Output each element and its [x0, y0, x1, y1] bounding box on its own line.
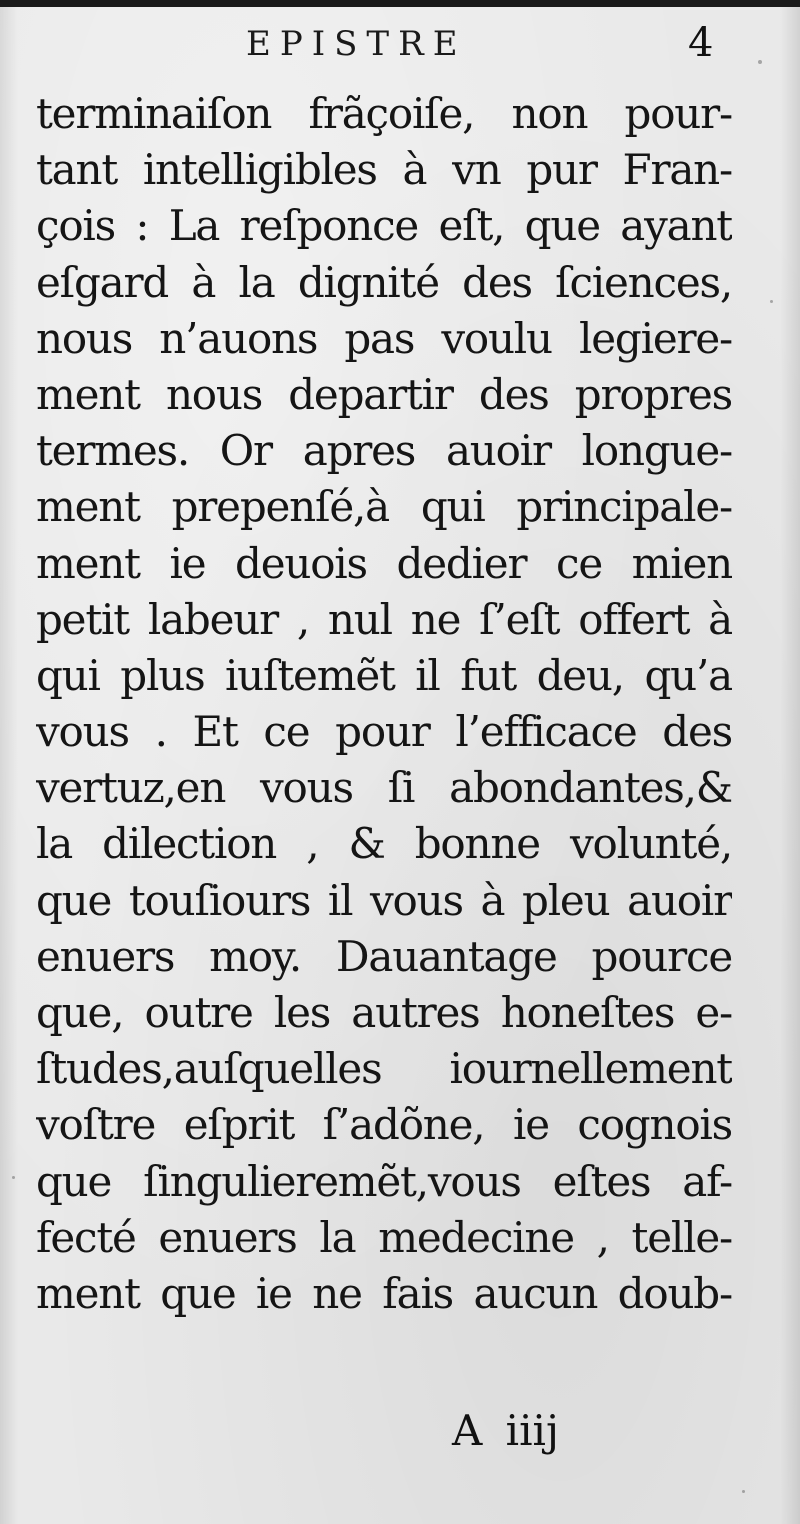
text-line: ment prepenſé,à qui principale-: [36, 482, 732, 532]
paper-speck: [758, 60, 762, 64]
text-line: vertuz,en vous ſi abondantes,&: [36, 763, 732, 813]
text-line: enuers moy. Dauantage pource: [36, 931, 732, 981]
text-line: que ſingulieremẽt,vous eſtes af-: [36, 1156, 732, 1206]
text-line: tant intelligibles à vn pur Fran-: [36, 145, 732, 195]
text-line: ment ie deuois dedier ce mien: [36, 538, 732, 588]
text-line: voſtre eſprit ſ’adõne, ie cognois: [36, 1100, 732, 1150]
text-line: que, outre les autres honeſtes e-: [36, 988, 732, 1037]
text-line: terminaiſon frãçoiſe, non pour-: [36, 89, 732, 138]
text-line: vous . Et ce pour l’efficace des: [36, 707, 732, 757]
text-line: ment que ie ne fais aucun doub-: [36, 1268, 732, 1318]
text-line: fecté enuers la medecine , telle-: [36, 1212, 732, 1262]
text-line: que touſiours il vous à pleu auoir: [36, 875, 732, 925]
paper-speck: [12, 1176, 15, 1179]
text-line: petit labeur , nul ne ſ’eſt offert à: [36, 594, 732, 644]
text-line: la dilection , & bonne volunté,: [36, 819, 732, 869]
text-line: eſgard à la dignité des ſciences,: [36, 257, 732, 307]
text-line: ſtudes,auſquelles iournellement: [36, 1044, 732, 1094]
running-head: [0, 14, 800, 74]
paper-speck: [742, 1490, 745, 1493]
text-line: ment nous departir des propres: [36, 369, 732, 419]
signature-mark: A iiij: [452, 1406, 560, 1455]
paper-speck: [770, 300, 773, 303]
text-line: qui plus iuſtemẽt il fut deu, qu’a: [36, 650, 732, 700]
running-head-title: EPISTRE: [246, 24, 467, 64]
text-line: çois : La reſponce eſt, que ayant: [36, 201, 732, 251]
top-border: [0, 0, 800, 7]
text-line: termes. Or apres auoir longue-: [36, 426, 732, 476]
text-line: nous n’auons pas voulu legiere-: [36, 313, 732, 363]
body-text: [36, 86, 732, 1322]
page-number: 4: [688, 20, 714, 66]
